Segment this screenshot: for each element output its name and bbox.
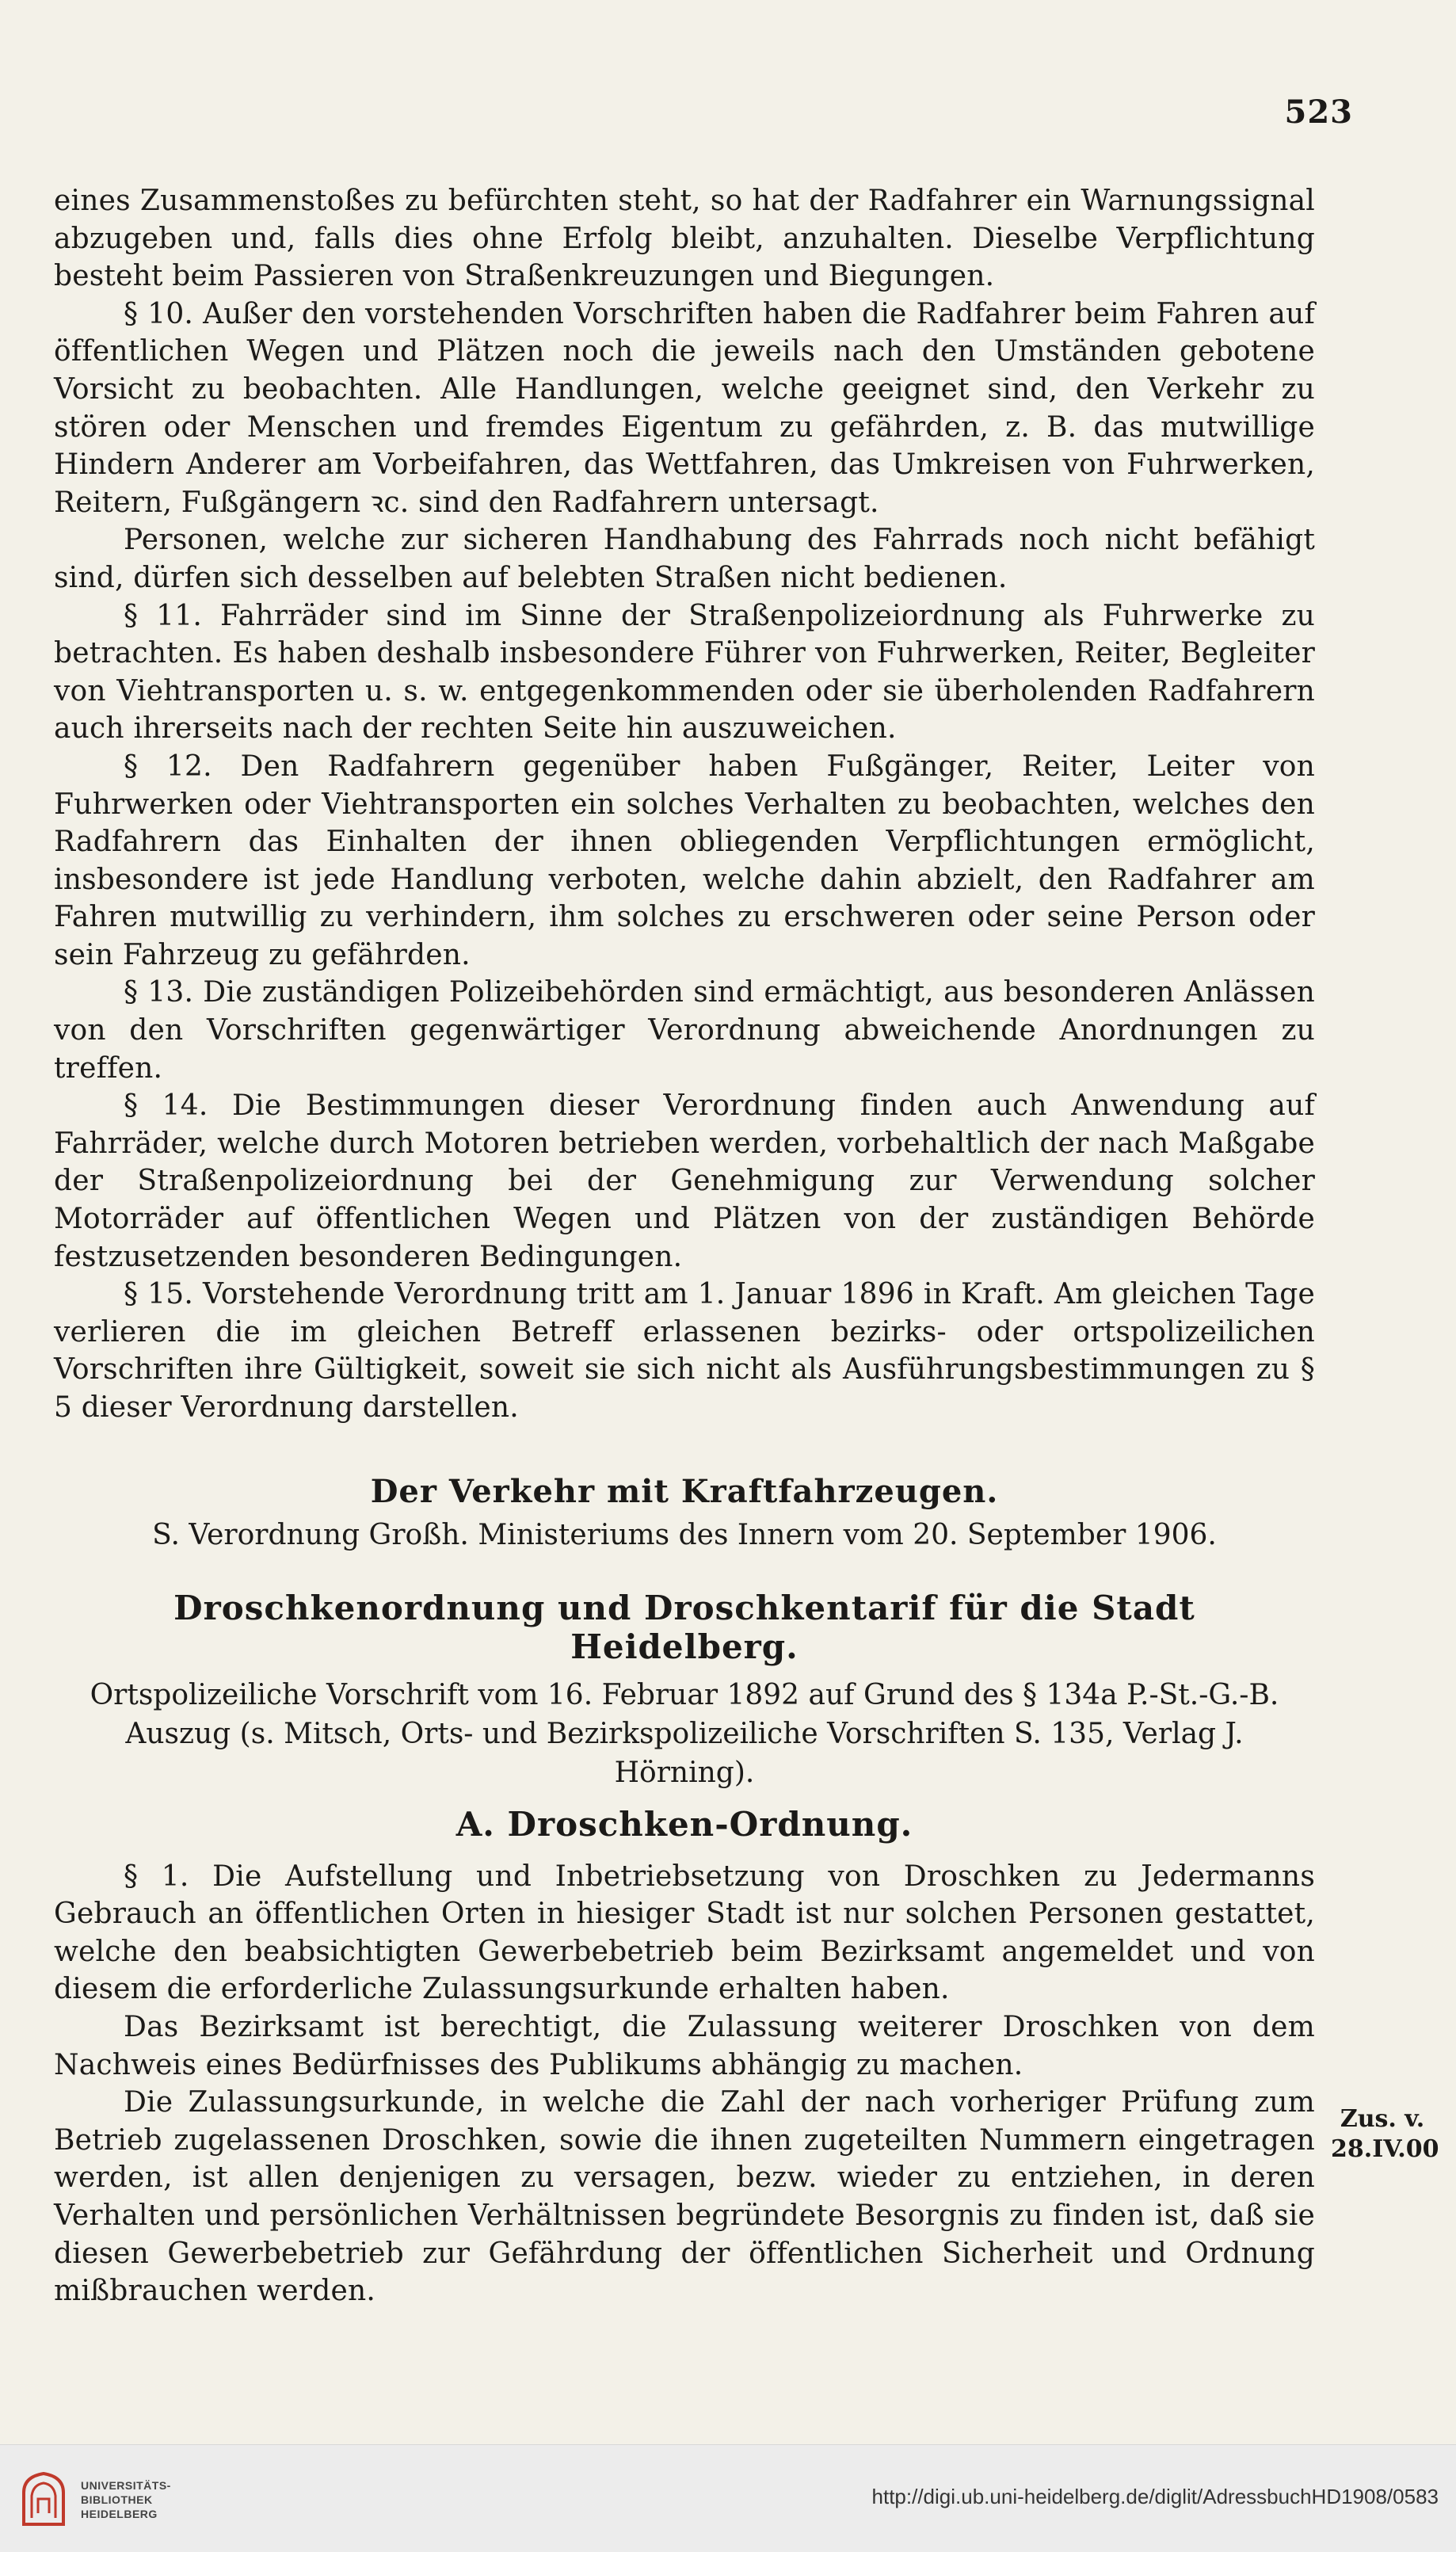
paragraph-section-14: § 14. Die Bestimmungen dieser Verordnung finden auch Anwendung auf Fahrräder, welche durch Motoren betrieben werden, vorbehaltlich der nach Maßgabe der Straßenpolizeiordnung bei der Genehmigung zur Verwendung solcher Motorräder auf öffentlichen Wegen und Plätzen von der zuständigen Behörde festzusetzenden besonderen Bedingungen. — [54, 1089, 1315, 1273]
paragraph-section-11: § 11. Fahrräder sind im Sinne der Straßenpolizeiordnung als Fuhrwerke zu betrachten. Es haben deshalb insbesondere Führer von Fuhrwerken, Reiter, Begleiter von Viehtransporten u. s. w. entgegenkommenden oder sie überholenden Radfahrern auch ihrerseits nach der rechten Seite hin auszuweichen. — [54, 599, 1315, 746]
logo-line-2: BIBLIOTHEK — [81, 2493, 153, 2506]
text-column — [54, 182, 1315, 2310]
paragraph-section-12: § 12. Den Radfahrern gegenüber haben Fußgänger, Reiter, Leiter von Fuhrwerken oder Viehtransporten ein solches Verhalten zu beobachten, welches den Radfahrern das Einhalten der ihnen obliegenden Verpflichtungen ermöglicht, insbesondere ist jede Handlung verboten, welche dahin abzielt, den Radfahrer am Fahren mutwillig zu verhindern, ihm solches zu erschweren oder seine Person oder sein Fahrzeug zu gefährden. — [54, 750, 1315, 971]
paragraph-continuation: eines Zusammenstoßes zu befürchten steht, so hat der Radfahrer ein Warnungssignal abzugeben und, falls dies ohne Erfolg bleibt, anzuhalten. Dieselbe Verpflichtung besteht beim Passieren von Straßenkreuzungen und Biegungen. — [54, 185, 1315, 293]
logo-line-3: HEIDELBERG — [81, 2508, 158, 2520]
heading-kraftfahrzeuge: Der Verkehr mit Kraftfahrzeugen. — [370, 1472, 999, 1510]
subtext-kraftfahrzeuge: S. Verordnung Großh. Ministeriums des Innern vom 20. September 1906. — [152, 1518, 1217, 1551]
radfahrer-ordinance-text — [54, 182, 1315, 1427]
university-seal-icon — [16, 2469, 71, 2532]
margin-note-line-1: Zus. v. — [1340, 2105, 1425, 2133]
subheading-droschken-ordnung: A. Droschken-Ordnung. — [455, 1804, 913, 1844]
paragraph-bezirksamt: Das Bezirksamt ist berechtigt, die Zulassung weiterer Droschken von dem Nachweis eines Bedürfnisses des Publikums abhängig zu machen. — [54, 2010, 1315, 2081]
paragraph-zulassungsurkunde: Die Zulassungsurkunde, in welche die Zahl der nach vorheriger Prüfung zum Betrieb zugelassenen Droschken, sowie die ihnen zugeteilten Nummern eingetragen werden, ist allen denjenigen zu versagen, bezw. wieder zu entziehen, in deren Verhalten und persönlichen Verhältnissen begründete Besorgnis zu finden ist, daß sie diesen Gewerbebetrieb zur Gefährdung der öffentlichen Sicherheit und Ordnung mißbrauchen werden. — [54, 2086, 1315, 2308]
permalink-url[interactable]: http://digi.ub.uni-heidelberg.de/diglit/AdressbuchHD1908/0583 — [871, 2485, 1439, 2508]
viewer-footer — [0, 2444, 1456, 2552]
paragraph-section-15: § 15. Vorstehende Verordnung tritt am 1. Januar 1896 in Kraft. Am gleichen Tage verlieren die im gleichen Betreff erlassenen bezirks- oder ortspolizeilichen Vorschriften ihre Gültigkeit, soweit sie sich nicht als Ausführungsbestimmungen zu § 5 dieser Verordnung darstellen. — [54, 1278, 1315, 1424]
source-line-1: Ortspolizeiliche Vorschrift vom 16. Februar 1892 auf Grund des § 134a P.-St.-G.-B. — [90, 1678, 1279, 1711]
paragraph-section-10-persons: Personen, welche zur sicheren Handhabung des Fahrrads noch nicht befähigt sind, dürfen sich desselben auf belebten Straßen nicht bedienen. — [54, 524, 1315, 594]
library-name — [81, 2478, 171, 2521]
paragraph-droschken-section-1: § 1. Die Aufstellung und Inbetriebsetzung von Droschken zu Jedermanns Gebrauch an öffentlichen Orten in hiesiger Stadt ist nur solchen Personen gestattet, welche den beabsichtigten Gewerbebetrieb beim Bezirksamt angemeldet und von diesem die erforderliche Zulassungsurkunde erhalten haben. — [54, 1860, 1315, 2006]
paragraph-section-13: § 13. Die zuständigen Polizeibehörden sind ermächtigt, aus besonderen Anlässen von den Vorschriften gegenwärtiger Verordnung abweichende Anordnungen zu treffen. — [54, 976, 1315, 1085]
droschken-source-lines — [54, 1676, 1315, 1792]
source-line-2: Auszug (s. Mitsch, Orts- und Bezirkspolizeiliche Vorschriften S. 135, Verlag J. Hörning). — [125, 1717, 1244, 1789]
heading-droschkenordnung: Droschkenordnung und Droschkentarif für die Stadt Heidelberg. — [173, 1588, 1195, 1666]
margin-note-line-2: 28.IV.00 — [1331, 2135, 1439, 2163]
droschken-ordinance-text — [54, 1858, 1315, 2310]
paragraph-section-10: § 10. Außer den vorstehenden Vorschriften haben die Radfahrer beim Fahren auf öffentlichen Wegen und Plätzen noch die jeweils nach den Umständen gebotene Vorsicht zu beobachten. Alle Handlungen, welche geeignet sind, den Verkehr zu stören oder Menschen und fremdes Eigentum zu gefährden, z. B. das mutwillige Hindern Anderer am Vorbeifahren, das Wettfahren, das Umkreisen von Fuhrwerken, Reitern, Fußgängern ꝛc. sind den Radfahrern untersagt. — [54, 297, 1315, 519]
margin-note — [1331, 2104, 1439, 2165]
logo-line-1: UNIVERSITÄTS- — [81, 2479, 171, 2492]
page-number: 523 — [1284, 93, 1353, 131]
library-logo[interactable] — [16, 2469, 174, 2532]
